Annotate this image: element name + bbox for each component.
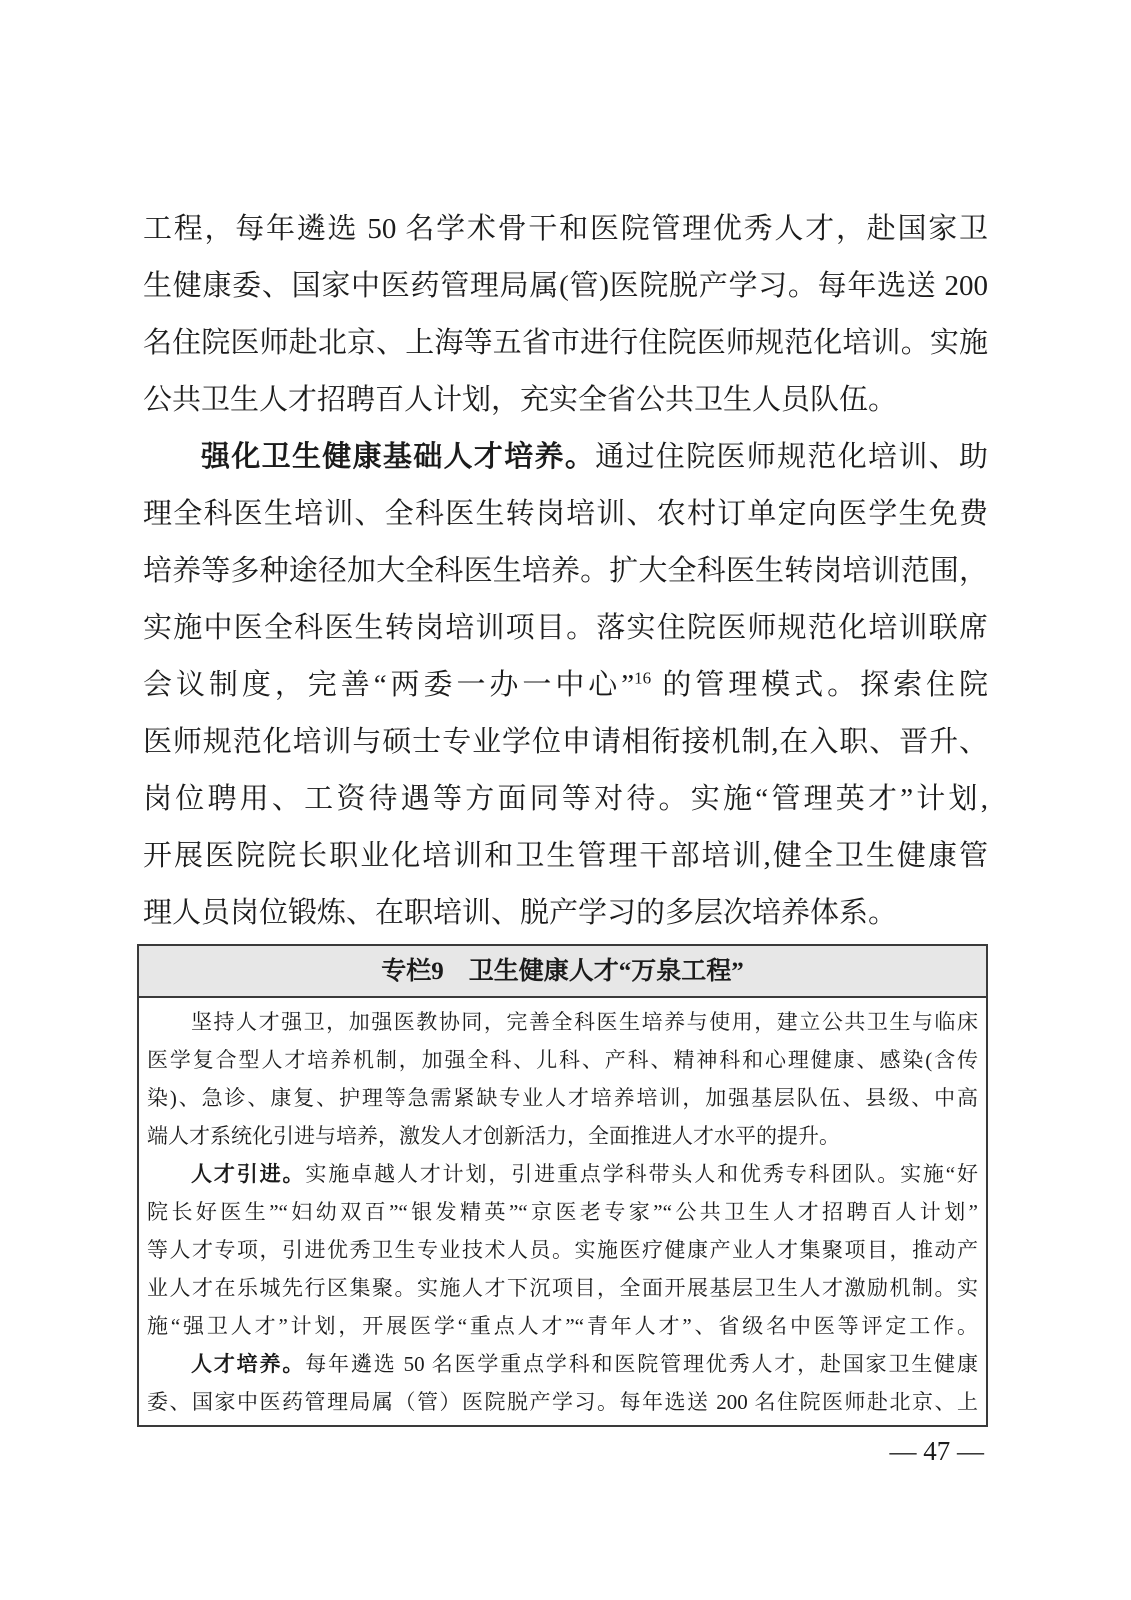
text-line: 理人员岗位锻炼、在职培训、脱产学习的多层次培养体系。 [143,897,898,929]
text-line: 等人才专项，引进优秀卫生专业技术人员。实施医疗健康产业人才集聚项目，推动产 [147,1238,978,1262]
text-column [143,201,988,1466]
text-line: 培养等多种途径加大全科医生培养。扩大全科医生转岗培训范围， [143,555,988,587]
text-run: 通过住院医师规范化培训、助 [595,441,988,473]
text-line: 坚持人才强卫，加强医教协同，完善全科医生培养与使用，建立公共卫生与临床 [191,1010,978,1034]
paragraph-lead-bold: 强化卫生健康基础人才培养。 [201,441,596,473]
text-line: 委、国家中医药管理局属（管）医院脱产学习。每年选送 200 名住院医师赴北京、上 [147,1390,978,1414]
column-box-body [139,998,986,1425]
text-line: 染)、急诊、康复、护理等急需紧缺专业人才培养培训，加强基层队伍、县级、中高 [147,1086,978,1110]
text-line: 业人才在乐城先行区集聚。实施人才下沉项目，全面开展基层卫生人才激励机制。实 [147,1276,978,1300]
paragraph-lead-bold: 人才引进。 [191,1162,306,1186]
page-number: — 47 — [889,1436,984,1466]
text-run: 的管理模式。探索住院 [651,669,988,701]
footnote-ref-16: 16 [634,668,652,688]
paragraph-continuation [143,201,988,429]
text-line: 实施中医全科医生转岗培训项目。落实住院医师规范化培训联席 [143,612,988,644]
text-line: 医师规范化培训与硕士专业学位申请相衔接机制,在入职、晋升、 [143,726,988,758]
box-paragraph-overview [147,1003,978,1155]
text-run: 会议制度，完善“两委一办一中心” [143,669,635,701]
paragraph-lead-bold: 人才培养。 [191,1352,306,1376]
text-run: 实施卓越人才计划，引进重点学科带头人和优秀专科团队。实施“好 [305,1162,978,1186]
box-paragraph-talent-introduction [147,1155,978,1345]
text-line [147,1345,978,1383]
text-line: 生健康委、国家中医药管理局属(管)医院脱产学习。每年选送 200 [143,270,988,302]
text-run: 每年遴选 50 名医学重点学科和医院管理优秀人才，赴国家卫生健康 [305,1352,978,1376]
text-line [147,1155,978,1193]
text-line [143,429,988,486]
paragraph-basic-talent-training [143,429,988,942]
text-line: 端人才系统化引进与培养，激发人才创新活力，全面推进人才水平的提升。 [147,1124,840,1148]
text-line: 公共卫生人才招聘百人计划，充实全省公共卫生人员队伍。 [143,384,898,416]
text-line: 开展医院院长职业化培训和卫生管理干部培训,健全卫生健康管 [143,840,988,872]
text-line [143,657,988,714]
text-line: 院长好医生”“妇幼双百”“银发精英”“京医老专家”“公共卫生人才招聘百人计划” [147,1200,978,1224]
box-paragraph-talent-cultivation [147,1345,978,1421]
text-line: 工程，每年遴选 50 名学术骨干和医院管理优秀人才，赴国家卫 [143,213,988,245]
column-box-9 [137,944,988,1427]
text-line: 施“强卫人才”计划，开展医学“重点人才”“青年人才”、省级名中医等评定工作。 [147,1314,978,1338]
text-line: 理全科医生培训、全科医生转岗培训、农村订单定向医学生免费 [143,498,988,530]
text-line: 岗位聘用、工资待遇等方面同等对待。实施“管理英才”计划, [143,783,988,815]
text-line: 医学复合型人才培养机制，加强全科、儿科、产科、精神科和心理健康、感染(含传 [147,1048,978,1072]
column-box-title: 专栏9 卫生健康人才“万泉工程” [139,946,986,998]
text-line: 名住院医师赴北京、上海等五省市进行住院医师规范化培训。实施 [143,327,988,359]
